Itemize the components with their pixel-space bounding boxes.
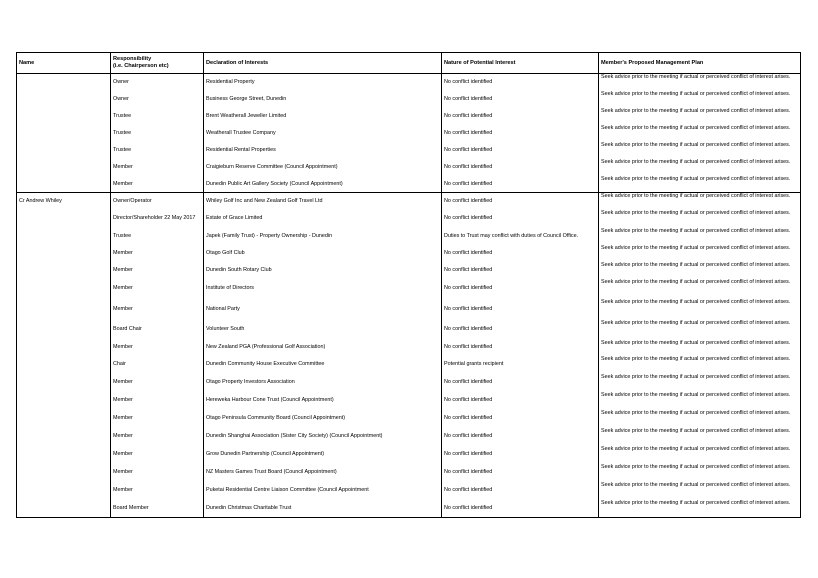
responsibility-cell: Member	[111, 392, 204, 410]
table-row	[17, 464, 801, 482]
management-plan-cell: Seek advice prior to the meeting if actual or perceived conflict of interest arises.	[599, 125, 801, 142]
table-row	[17, 374, 801, 392]
table-row	[17, 392, 801, 410]
table-row	[17, 428, 801, 446]
table-row	[17, 193, 801, 210]
name-cell	[17, 108, 111, 125]
management-plan-cell: Seek advice prior to the meeting if actual or perceived conflict of interest arises.	[599, 374, 801, 392]
table-row	[17, 482, 801, 500]
header-row	[17, 53, 801, 74]
management-plan-cell: Seek advice prior to the meeting if actual or perceived conflict of interest arises.	[599, 356, 801, 374]
responsibility-cell: Member	[111, 245, 204, 262]
responsibility-cell: Owner/Operator	[111, 193, 204, 210]
management-plan-cell: Seek advice prior to the meeting if actual or perceived conflict of interest arises.	[599, 428, 801, 446]
name-cell	[17, 262, 111, 279]
table-row	[17, 356, 801, 374]
table-row	[17, 108, 801, 125]
management-plan-cell: Seek advice prior to the meeting if actual or perceived conflict of interest arises.	[599, 340, 801, 356]
management-plan-cell: Seek advice prior to the meeting if actual or perceived conflict of interest arises.	[599, 74, 801, 91]
responsibility-cell: Chair	[111, 356, 204, 374]
management-plan-cell: Seek advice prior to the meeting if actual or perceived conflict of interest arises.	[599, 245, 801, 262]
responsibility-cell: Member	[111, 299, 204, 320]
nature-cell: No conflict identified	[442, 320, 599, 340]
responsibility-cell: Trustee	[111, 228, 204, 245]
nature-cell: No conflict identified	[442, 159, 599, 176]
nature-cell: No conflict identified	[442, 142, 599, 159]
nature-cell: No conflict identified	[442, 176, 599, 193]
declaration-cell: Otago Peninsula Community Board (Council Appointment)	[204, 410, 442, 428]
table-row	[17, 262, 801, 279]
responsibility-cell: Trustee	[111, 125, 204, 142]
responsibility-cell: Member	[111, 446, 204, 464]
nature-cell: No conflict identified	[442, 299, 599, 320]
table-row	[17, 74, 801, 91]
management-plan-cell: Seek advice prior to the meeting if actual or perceived conflict of interest arises.	[599, 210, 801, 228]
nature-cell: No conflict identified	[442, 500, 599, 518]
nature-cell: No conflict identified	[442, 210, 599, 228]
management-plan-cell: Seek advice prior to the meeting if actual or perceived conflict of interest arises.	[599, 108, 801, 125]
name-cell	[17, 464, 111, 482]
declaration-cell: New Zealand PGA (Professional Golf Association)	[204, 340, 442, 356]
responsibility-cell: Trustee	[111, 108, 204, 125]
nature-cell: No conflict identified	[442, 392, 599, 410]
name-cell	[17, 320, 111, 340]
declaration-cell: Japek (Family Trust) - Property Ownership - Dunedin	[204, 228, 442, 245]
table-row	[17, 410, 801, 428]
name-cell	[17, 392, 111, 410]
name-cell	[17, 159, 111, 176]
name-cell	[17, 356, 111, 374]
table-row	[17, 125, 801, 142]
responsibility-cell: Member	[111, 482, 204, 500]
table-row	[17, 176, 801, 193]
name-cell: Cr Andrew Whiley	[17, 193, 111, 210]
responsibility-cell: Director/Shareholder 22 May 2017	[111, 210, 204, 228]
declaration-cell: Dunedin South Rotary Club	[204, 262, 442, 279]
responsibility-cell: Trustee	[111, 142, 204, 159]
nature-cell: No conflict identified	[442, 125, 599, 142]
responsibility-cell: Member	[111, 374, 204, 392]
table-row	[17, 340, 801, 356]
responsibility-cell: Owner	[111, 74, 204, 91]
declaration-cell: Business George Street, Dunedin	[204, 91, 442, 108]
management-plan-cell: Seek advice prior to the meeting if actual or perceived conflict of interest arises.	[599, 228, 801, 245]
table-row	[17, 159, 801, 176]
responsibility-cell: Member	[111, 159, 204, 176]
name-cell	[17, 410, 111, 428]
nature-cell: No conflict identified	[442, 482, 599, 500]
management-plan-cell: Seek advice prior to the meeting if actual or perceived conflict of interest arises.	[599, 299, 801, 320]
declaration-cell: Dunedin Community House Executive Committee	[204, 356, 442, 374]
responsibility-cell: Member	[111, 464, 204, 482]
table-row	[17, 299, 801, 320]
table-row	[17, 320, 801, 340]
declaration-cell: Dunedin Christmas Charitable Trust	[204, 500, 442, 518]
header-plan: Member's Proposed Management Plan	[599, 53, 801, 74]
management-plan-cell: Seek advice prior to the meeting if actual or perceived conflict of interest arises.	[599, 410, 801, 428]
nature-cell: No conflict identified	[442, 193, 599, 210]
responsibility-cell: Member	[111, 176, 204, 193]
declaration-cell: Craigieburn Reserve Committee (Council Appointment)	[204, 159, 442, 176]
responsibility-cell: Member	[111, 262, 204, 279]
management-plan-cell: Seek advice prior to the meeting if actual or perceived conflict of interest arises.	[599, 91, 801, 108]
nature-cell: No conflict identified	[442, 428, 599, 446]
responsibility-cell: Board Member	[111, 500, 204, 518]
table-row	[17, 91, 801, 108]
responsibility-cell: Board Chair	[111, 320, 204, 340]
name-cell	[17, 428, 111, 446]
responsibility-cell: Member	[111, 340, 204, 356]
table-row	[17, 228, 801, 245]
nature-cell: No conflict identified	[442, 446, 599, 464]
table-row	[17, 279, 801, 299]
declaration-cell: Weatherall Trustee Company	[204, 125, 442, 142]
table-row	[17, 245, 801, 262]
name-cell	[17, 210, 111, 228]
management-plan-cell: Seek advice prior to the meeting if actual or perceived conflict of interest arises.	[599, 193, 801, 210]
nature-cell: No conflict identified	[442, 410, 599, 428]
name-cell	[17, 125, 111, 142]
name-cell	[17, 374, 111, 392]
name-cell	[17, 91, 111, 108]
declaration-cell: Estate of Grace Limited	[204, 210, 442, 228]
responsibility-cell: Member	[111, 410, 204, 428]
declaration-cell: Dunedin Shanghai Association (Sister City Society) (Council Appointment)	[204, 428, 442, 446]
table-row	[17, 142, 801, 159]
nature-cell: No conflict identified	[442, 464, 599, 482]
nature-cell: No conflict identified	[442, 91, 599, 108]
nature-cell: No conflict identified	[442, 262, 599, 279]
management-plan-cell: Seek advice prior to the meeting if actual or perceived conflict of interest arises.	[599, 482, 801, 500]
declaration-cell: Brent Weatherall Jeweller Limited	[204, 108, 442, 125]
name-cell	[17, 446, 111, 464]
management-plan-cell: Seek advice prior to the meeting if actual or perceived conflict of interest arises.	[599, 320, 801, 340]
name-cell	[17, 482, 111, 500]
declaration-cell: Otago Property Investors Association	[204, 374, 442, 392]
nature-cell: Potential grants recipient	[442, 356, 599, 374]
declaration-cell: Volunteer South	[204, 320, 442, 340]
nature-cell: No conflict identified	[442, 279, 599, 299]
management-plan-cell: Seek advice prior to the meeting if actual or perceived conflict of interest arises.	[599, 464, 801, 482]
declaration-cell: Residential Property	[204, 74, 442, 91]
name-cell	[17, 228, 111, 245]
interests-register	[16, 52, 800, 518]
interests-table	[16, 52, 801, 518]
nature-cell: No conflict identified	[442, 245, 599, 262]
declaration-cell: Otago Golf Club	[204, 245, 442, 262]
name-cell	[17, 500, 111, 518]
declaration-cell: Dunedin Public Art Gallery Society (Council Appointment)	[204, 176, 442, 193]
table-row	[17, 210, 801, 228]
nature-cell: No conflict identified	[442, 374, 599, 392]
name-cell	[17, 245, 111, 262]
management-plan-cell: Seek advice prior to the meeting if actual or perceived conflict of interest arises.	[599, 159, 801, 176]
name-cell	[17, 279, 111, 299]
header-declaration: Declaration of Interests	[204, 53, 442, 74]
nature-cell: Duties to Trust may conflict with duties of Council Office.	[442, 228, 599, 245]
header-responsibility: Responsibility (i.e. Chairperson etc)	[111, 53, 204, 74]
table-row	[17, 500, 801, 518]
management-plan-cell: Seek advice prior to the meeting if actual or perceived conflict of interest arises.	[599, 279, 801, 299]
name-cell	[17, 74, 111, 91]
declaration-cell: Institute of Directors	[204, 279, 442, 299]
management-plan-cell: Seek advice prior to the meeting if actual or perceived conflict of interest arises.	[599, 446, 801, 464]
declaration-cell: Puketai Residential Centre Liaison Committee (Council Appointment	[204, 482, 442, 500]
responsibility-cell: Owner	[111, 91, 204, 108]
management-plan-cell: Seek advice prior to the meeting if actual or perceived conflict of interest arises.	[599, 392, 801, 410]
name-cell	[17, 340, 111, 356]
declaration-cell: NZ Masters Games Trust Board (Council Appointment)	[204, 464, 442, 482]
name-cell	[17, 299, 111, 320]
table-row	[17, 446, 801, 464]
name-cell	[17, 176, 111, 193]
declaration-cell: Grow Dunedin Partnership (Council Appointment)	[204, 446, 442, 464]
declaration-cell: Residential Rental Properties	[204, 142, 442, 159]
nature-cell: No conflict identified	[442, 108, 599, 125]
responsibility-cell: Member	[111, 279, 204, 299]
management-plan-cell: Seek advice prior to the meeting if actual or perceived conflict of interest arises.	[599, 176, 801, 193]
header-nature: Nature of Potential Interest	[442, 53, 599, 74]
declaration-cell: Hereweka Harbour Cone Trust (Council Appointment)	[204, 392, 442, 410]
responsibility-cell: Member	[111, 428, 204, 446]
name-cell	[17, 142, 111, 159]
management-plan-cell: Seek advice prior to the meeting if actual or perceived conflict of interest arises.	[599, 142, 801, 159]
management-plan-cell: Seek advice prior to the meeting if actual or perceived conflict of interest arises.	[599, 262, 801, 279]
management-plan-cell: Seek advice prior to the meeting if actual or perceived conflict of interest arises.	[599, 500, 801, 518]
nature-cell: No conflict identified	[442, 74, 599, 91]
header-name: Name	[17, 53, 111, 74]
nature-cell: No conflict identified	[442, 340, 599, 356]
declaration-cell: National Party	[204, 299, 442, 320]
declaration-cell: Whiley Golf Inc and New Zealand Golf Travel Ltd	[204, 193, 442, 210]
